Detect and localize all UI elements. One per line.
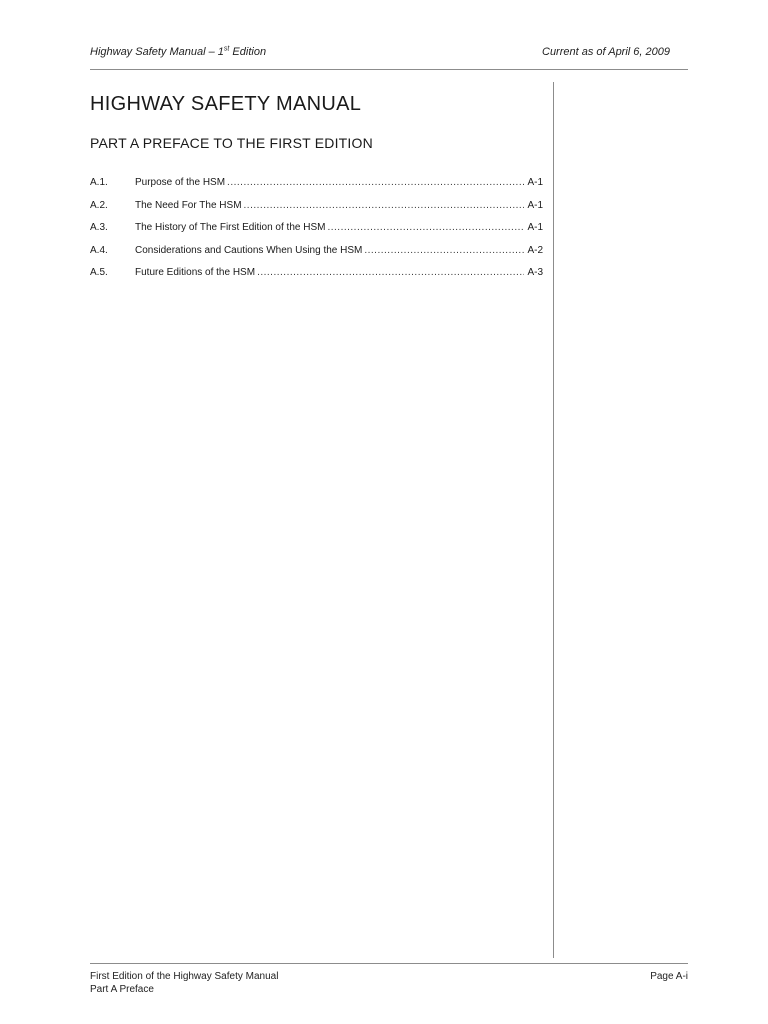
- part-title: PART A PREFACE TO THE FIRST EDITION: [90, 135, 373, 151]
- footer-divider: [90, 963, 688, 964]
- toc-entry-title: The Need For The HSM: [135, 199, 242, 211]
- footer-publication-title: First Edition of the Highway Safety Manual: [90, 971, 279, 982]
- toc-entry-page: A-1: [527, 222, 543, 233]
- running-header-edition: Edition: [229, 46, 267, 58]
- toc-entry[interactable]: [90, 267, 543, 290]
- running-header-title-text: Highway Safety Manual – 1: [90, 46, 224, 58]
- toc-entry-title: Considerations and Cautions When Using the HSM: [135, 244, 363, 256]
- toc-entry-page: A-1: [527, 177, 543, 188]
- toc-entry-number: A.3.: [90, 222, 108, 233]
- footer-page-number: Page A-i: [650, 971, 688, 982]
- margin-divider: [553, 82, 554, 958]
- toc-entry-title: Future Editions of the HSM: [135, 267, 256, 278]
- toc-dot-leader: [364, 245, 524, 256]
- toc-dot-leader: [327, 222, 524, 233]
- running-header-title: [90, 46, 266, 58]
- toc-entry[interactable]: [90, 177, 543, 200]
- toc-entry-page: A-1: [527, 199, 543, 211]
- toc-entry[interactable]: [90, 200, 543, 223]
- running-header-superscript: st: [223, 45, 230, 53]
- toc-dot-leader: [257, 267, 524, 278]
- table-of-contents: [90, 177, 543, 290]
- footer-part-name: Part A Preface: [90, 984, 154, 995]
- toc-entry-page: A-3: [527, 267, 543, 278]
- document-title: HIGHWAY SAFETY MANUAL: [90, 93, 362, 115]
- toc-entry-number: A.1.: [90, 177, 108, 188]
- toc-dot-leader: [227, 177, 524, 188]
- toc-entry-number: A.5.: [90, 267, 108, 278]
- header-divider: [90, 69, 688, 70]
- toc-entry-title: Purpose of the HSM: [135, 177, 226, 188]
- toc-entry-title: The History of The First Edition of the HSM: [135, 222, 326, 233]
- toc-entry-number: A.2.: [90, 199, 108, 211]
- toc-entry-page: A-2: [527, 244, 543, 256]
- toc-entry-number: A.4.: [90, 244, 108, 256]
- running-header-date: Current as of April 6, 2009: [542, 46, 670, 58]
- toc-entry[interactable]: [90, 245, 543, 268]
- toc-entry[interactable]: [90, 222, 543, 245]
- toc-dot-leader: [244, 200, 525, 211]
